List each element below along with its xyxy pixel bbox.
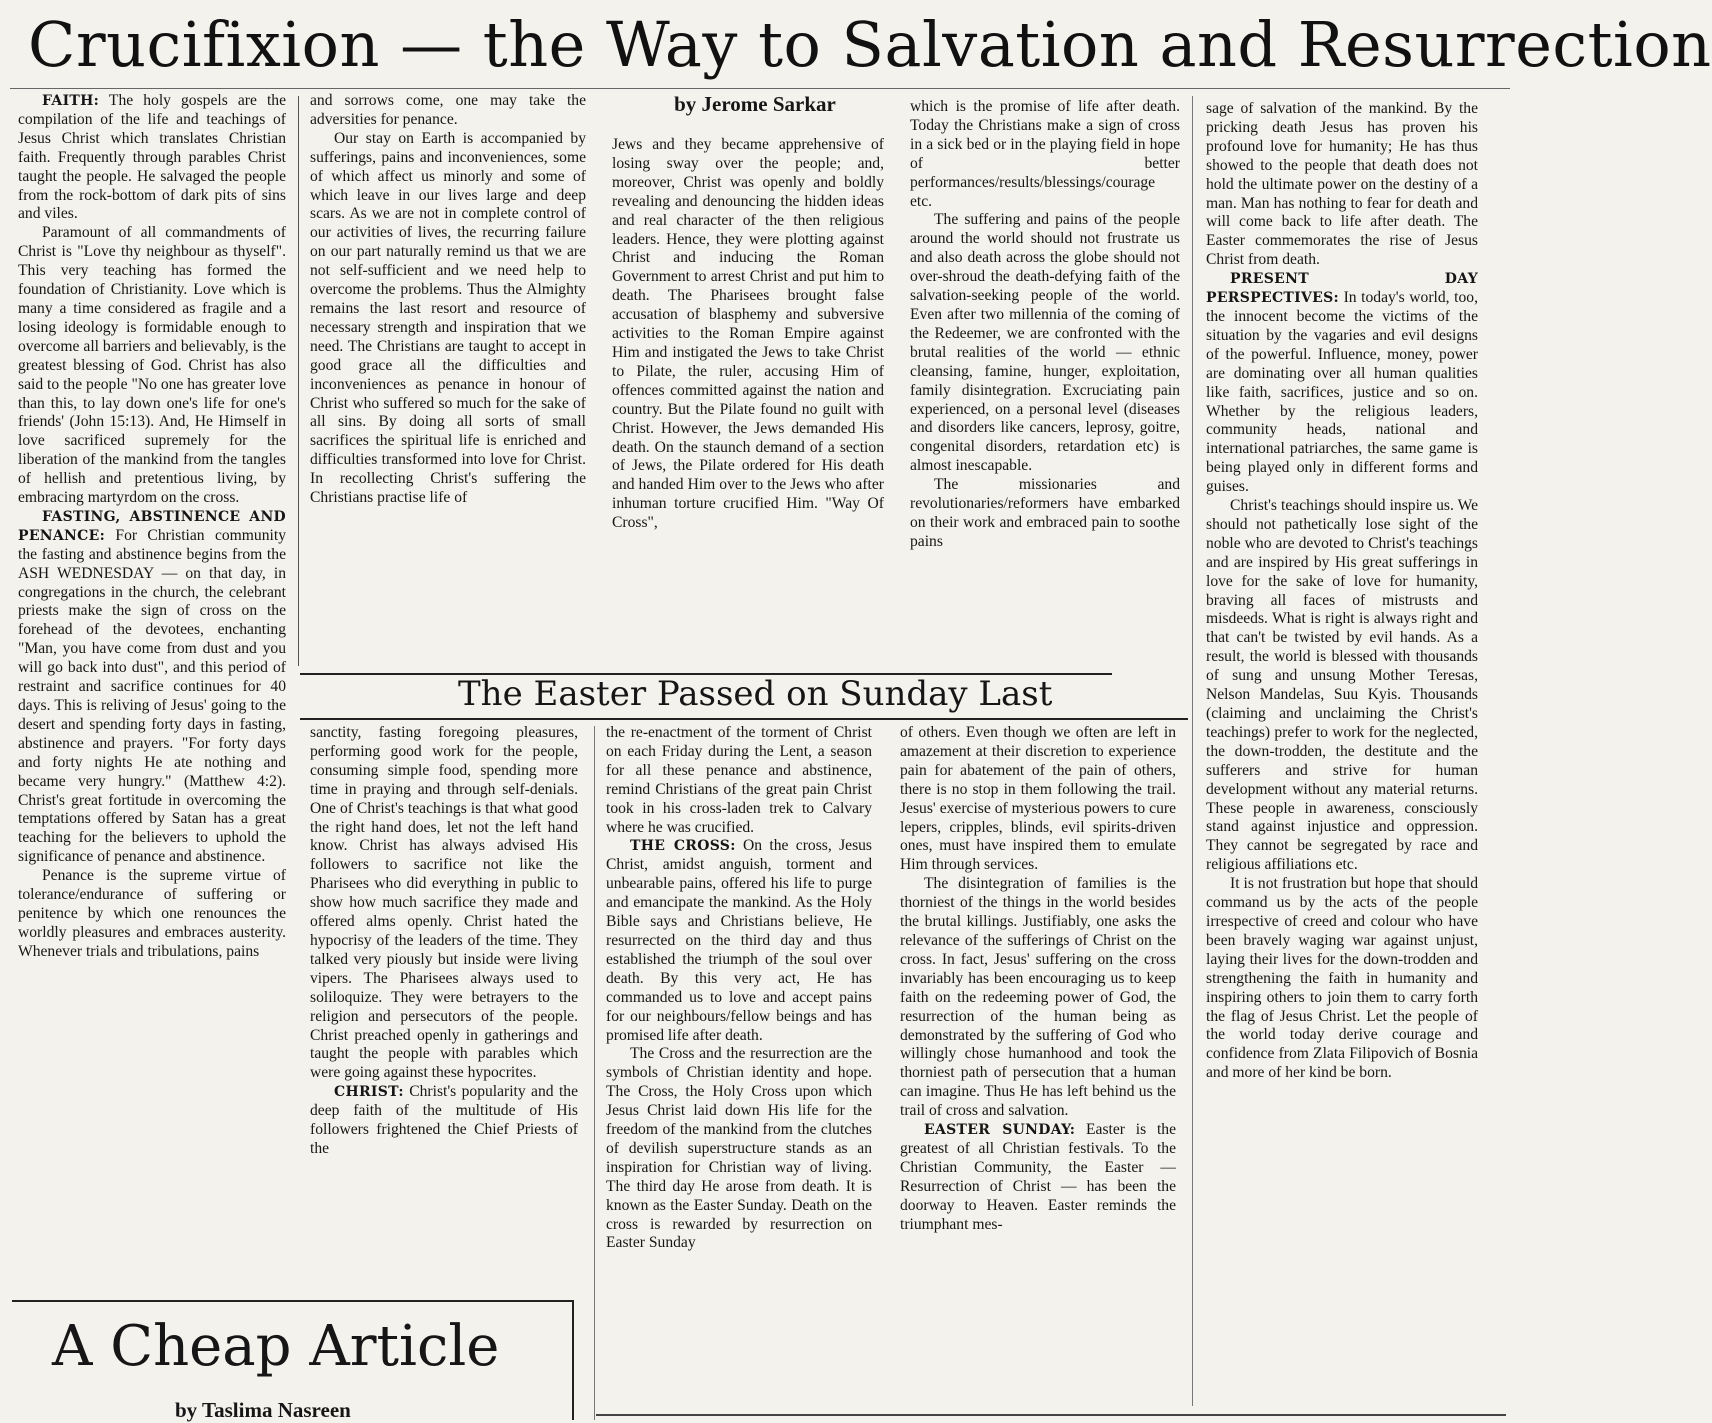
headline-rule	[10, 88, 1510, 89]
bottom-rule	[596, 1414, 1506, 1416]
article-column-2-top	[310, 92, 586, 667]
section-keyword: FASTING, ABSTINENCE AND PENANCE:	[18, 508, 286, 544]
article-paragraph	[18, 224, 286, 508]
article-paragraph	[1206, 497, 1478, 875]
paragraph-text: the re-enactment of the torment of Christ on each Friday during the Lent, a season for all these penance and abstinence, remind Christians of the great pain Christ took in his cross-laden trek to Calvary where he was crucified.	[606, 724, 872, 836]
paragraph-text: The holy gospels are the compilation of the life and teachings of Jesus Christ which translates Christian faith. Frequently through parables Christ taught the people. He salvaged the people from the rock-bottom of dark pits of sins and viles.	[18, 92, 286, 223]
article-paragraph	[606, 724, 872, 837]
paragraph-text: sage of salvation of the mankind. By the pricking death Jesus has proven his profound love for humanity; He has thus showed to the people that death does not hold the ultimate power on the destiny of a man. Man has nothing to fear for death and will come back to life after death. The Easter commemorates the rise of Jesus Christ from death.	[1206, 100, 1478, 269]
paragraph-text: The missionaries and revolutionaries/reformers have embarked on their work and embraced pain to soothe pains	[910, 476, 1180, 550]
paragraph-text: Jews and they became apprehensive of losing sway over the people; and, moreover, Christ was openly and boldly revealing and denouncing the hidden ideas and real character of the then religious leaders. Hence, they were plotting against Christ and inducing the Roman Government to arrest Christ and put him to death. The Pharisees brought false accusation of blasphemy and subversive activities to the Roman Empire against Him and instigated the Jews to take Christ to Pilate, the ruler, accusing Him of offences committed against the nation and country. But the Pilate found no guilt with Christ. However, the Jews demanded His death. On the staunch demand of a section of Jews, the Pilate ordered for His death and handed Him over to the Jews who after inhuman torture crucified Him. "Way Of Cross",	[612, 136, 884, 532]
article-column-5	[1206, 100, 1478, 1412]
column-divider	[298, 96, 299, 666]
subhead: The Easter Passed on Sunday Last	[458, 674, 1053, 714]
paragraph-text: Penance is the supreme virtue of tolerance/endurance of suffering or penitence by which one renounces the worldly pleasures and embraces austerity. Whenever trials and tribulations, pains	[18, 867, 286, 960]
article-column-3-top	[612, 136, 884, 667]
article-paragraph	[612, 136, 884, 533]
article-paragraph	[910, 98, 1180, 211]
paragraph-text: of others. Even though we often are left in amazement at their discretion to experience pain for abatement of the pain of others, there is no stop in them following the trail. Jesus' exercise of mysterious powers to cure lepers, cripples, blinds, evil spirits-driven ones, must have inspired them to emulate Him through services.	[900, 724, 1176, 874]
paragraph-text: For Christian community the fasting and abstinence begins from the ASH WEDNESDAY — on that day, in congregations in the church, the celebrant priests make the sign of cross on the forehead of the devotees, enchanting "Man, you have come from dust and you will go back into dust", and this period of restraint and sacrifice continues for 40 days. This is reliving of Jesus' going to the desert and spending forty days in fasting, abstinence and prayers. "For forty days and forty nights He ate nothing and became very hungry." (Matthew 4:2). Christ's great fortitude in overcoming the temptations offered by Satan has a great teaching for the believers to uphold the significance of penance and abstinence.	[18, 526, 286, 866]
paragraph-text: The Cross and the resurrection are the symbols of Christian identity and hope. The Cross, the Holy Cross upon which Jesus Christ laid down His life for the freedom of the mankind from the clutches of devilish superstructure stands as an inspiration for Christian way of living. The third day He arose from death. It is known as the Easter Sunday. Death on the cross is rewarded by resurrection on Easter Sunday	[606, 1045, 872, 1252]
section-keyword: THE CROSS:	[630, 838, 736, 855]
article-paragraph	[18, 92, 286, 224]
sidebar-rule-top	[12, 1300, 572, 1302]
column-divider	[1192, 96, 1193, 1406]
article-paragraph	[900, 1121, 1176, 1234]
paragraph-text: Christ's popularity and the deep faith of the multitude of His followers frightened the Chief Priests of the	[310, 1083, 578, 1157]
section-keyword: FAITH:	[42, 93, 100, 109]
paragraph-text: It is not frustration but hope that should command us by the acts of the people irrespective of creed and colour who have been bravely waging war against unjust, laying their lives for the down-trodden and strengthening the faith in humanity and inspiring others to join them to carry forth the flag of Jesus Christ. Let the people of the world today derive courage and confidence from Zlata Filipovich of Bosnia and more of her kind be born.	[1206, 875, 1478, 1082]
byline: by Jerome Sarkar	[674, 92, 836, 116]
article-paragraph	[910, 476, 1180, 552]
article-paragraph	[310, 92, 586, 130]
paragraph-text: The suffering and pains of the people around the world should not frustrate us and also death across the globe should not over-shroud the death-defying faith of the salvation-seeking people of the world. Even after two millennia of the coming of the Redeemer, we are confronted with the brutal realities of the world — ethnic cleansing, famine, hunger, exploitation, family disintegration. Excruciating pain experienced, on a personal level (diseases and disorders like cancers, leprosy, goitre, congenital disorders, retardation etc) is almost inescapable.	[910, 211, 1180, 475]
article-column-4-top	[910, 98, 1180, 669]
article-column-4-bottom	[900, 724, 1176, 1412]
paragraph-text: On the cross, Jesus Christ, amidst anguish, torment and unbearable pains, offered his life to purge and emancipate the mankind. As the Holy Bible says and Christians believe, He resurrected on the third day and thus established the triumph of the soul over death. By this very act, He has commanded us to love and accept pains for our neighbours/fellow beings and has promised life after death.	[606, 837, 872, 1044]
paragraph-text: The disintegration of families is the thorniest of the things in the world besides the brutal killings. Justifiably, one asks the relevance of the sufferings of Christ on the cross. In fact, Jesus' suffering on the cross invariably has been encouraging us to keep faith on the redeeming power of God, the resurrection of the human being as demonstrated by the suffering of God who willingly chose humanhood and took the thorniest path of persecution that a human can imagine. Thus He has left behind us the trail of cross and salvation.	[900, 875, 1176, 1120]
paragraph-text: Paramount of all commandments of Christ is "Love thy neighbour as thyself". This very teaching has formed the foundation of Christianity. Love which is many a time considered as fragile and a losing ideology is formidable enough to overcome all barriers and believably, is the greatest blessing of God. Christ has also said to the people "No one has greater love than this, to lay down one's life for one's friends' (John 15:13). And, He Himself in love sacrificed supremely for the liberation of the mankind from the tangles of hellish and pretentious living, by embracing martyrdom on the cross.	[18, 224, 286, 507]
section-keyword: EASTER SUNDAY:	[924, 1122, 1076, 1139]
article-column-1	[18, 92, 286, 1289]
column-divider	[594, 726, 595, 1420]
article-paragraph	[900, 875, 1176, 1121]
paragraph-text: In today's world, too, the innocent become the victims of the situation by the vagaries and evil designs of the powerful. Influence, money, power are dominating over all human qualities like faith, sacrifices, justice and so on. Whether by the religious leaders, community heads, national and international patriarches, the same game is being played only in different forms and guises.	[1206, 289, 1478, 496]
paragraph-text: sanctity, fasting foregoing pleasures, performing good work for the people, consuming simple food, spending more time in praying and through self-denials. One of Christ's teachings is that what good the right hand does, let not the left hand know. Christ has always advised His followers to sacrifice not like the Pharisees who did everything in public to show how much sacrifice they made and offered alms openly. Christ hated the hypocrisy of the leaders of the time. They talked very piously but inside were living vipers. The Pharisees always used to soliloquize. They were betrayers to the religion and persecutors of the people. Christ preached openly in gatherings and taught the people with parables which were going against these hypocrites.	[310, 724, 578, 1082]
article-paragraph	[1206, 100, 1478, 270]
article-paragraph	[1206, 270, 1478, 497]
article-paragraph	[606, 1045, 872, 1253]
article-paragraph	[310, 724, 578, 1083]
sidebar-title: A Cheap Article	[52, 1314, 500, 1379]
paragraph-text: Our stay on Earth is accompanied by sufferings, pains and inconveniences, some of which affect us minorly and some of which leave in our lives large and deep scars. As we are not in complete control of our activities of lives, the recurring failure on our part naturally remind us that we are not self-sufficient and we need help to overcome the problems. Thus the Almighty remains the last resort and resource of necessary strength and inspiration that we need. The Christians are taught to accept in good grace all the difficulties and inconveniences as penance in honour of Christ who suffered so much for the sake of all sins. By doing all sorts of small sacrifices the spiritual life is enriched and difficulties transformed into love for Christ. In recollecting Christ's suffering the Christians practise life of	[310, 129, 586, 507]
subhead-rule-bottom	[300, 718, 1188, 720]
article-paragraph	[310, 1083, 578, 1159]
article-paragraph	[1206, 875, 1478, 1083]
article-paragraph	[18, 867, 286, 962]
section-keyword: PRESENT DAY PERSPECTIVES:	[1206, 271, 1478, 307]
sidebar-byline: by Taslima Nasreen	[175, 1398, 351, 1422]
article-paragraph	[606, 837, 872, 1045]
article-paragraph	[910, 211, 1180, 476]
article-column-3-bottom	[606, 724, 872, 1412]
paragraph-text: and sorrows come, one may take the adversities for penance.	[310, 92, 586, 128]
paragraph-text: Christ's teachings should inspire us. We should not pathetically lose sight of the noble who are devoted to Christ's teachings and are inspired by His great sufferings in love for the sake of love for humanity, braving all faces of mistrusts and misdeeds. What is right is always right and that can't be twisted by evil hands. As a result, the world is blessed with thousands of sung and unsung Mother Teresas, Nelson Mandelas, Suu Kyis. Thousands (claiming and unclaiming the Christ's teachings) prefer to work for the neglected, the down-trodden, the destitute and the sufferers and strive for human development without any material returns. These people in awareness, consciously stand against injustice and oppression. They cannot be segregated by race and religious affiliations etc.	[1206, 497, 1478, 874]
section-keyword: CHRIST:	[334, 1084, 404, 1101]
article-paragraph	[900, 724, 1176, 875]
article-paragraph	[310, 130, 586, 508]
paragraph-text: Easter is the greatest of all Christian festivals. To the Christian Community, the Easter — Resurrection of Christ — has been the doorway to Heaven. Easter reminds the triumphant mes-	[900, 1121, 1177, 1233]
paragraph-text: which is the promise of life after death. Today the Christians make a sign of cross in a sick bed or in the playing field in hope of better performances/results/blessings/courage etc.	[910, 98, 1180, 210]
article-paragraph	[18, 508, 286, 867]
headline: Crucifixion — the Way to Salvation and Resurrection	[28, 8, 1712, 81]
article-column-2-bottom	[310, 724, 578, 1290]
sidebar-rule-right	[572, 1300, 574, 1420]
